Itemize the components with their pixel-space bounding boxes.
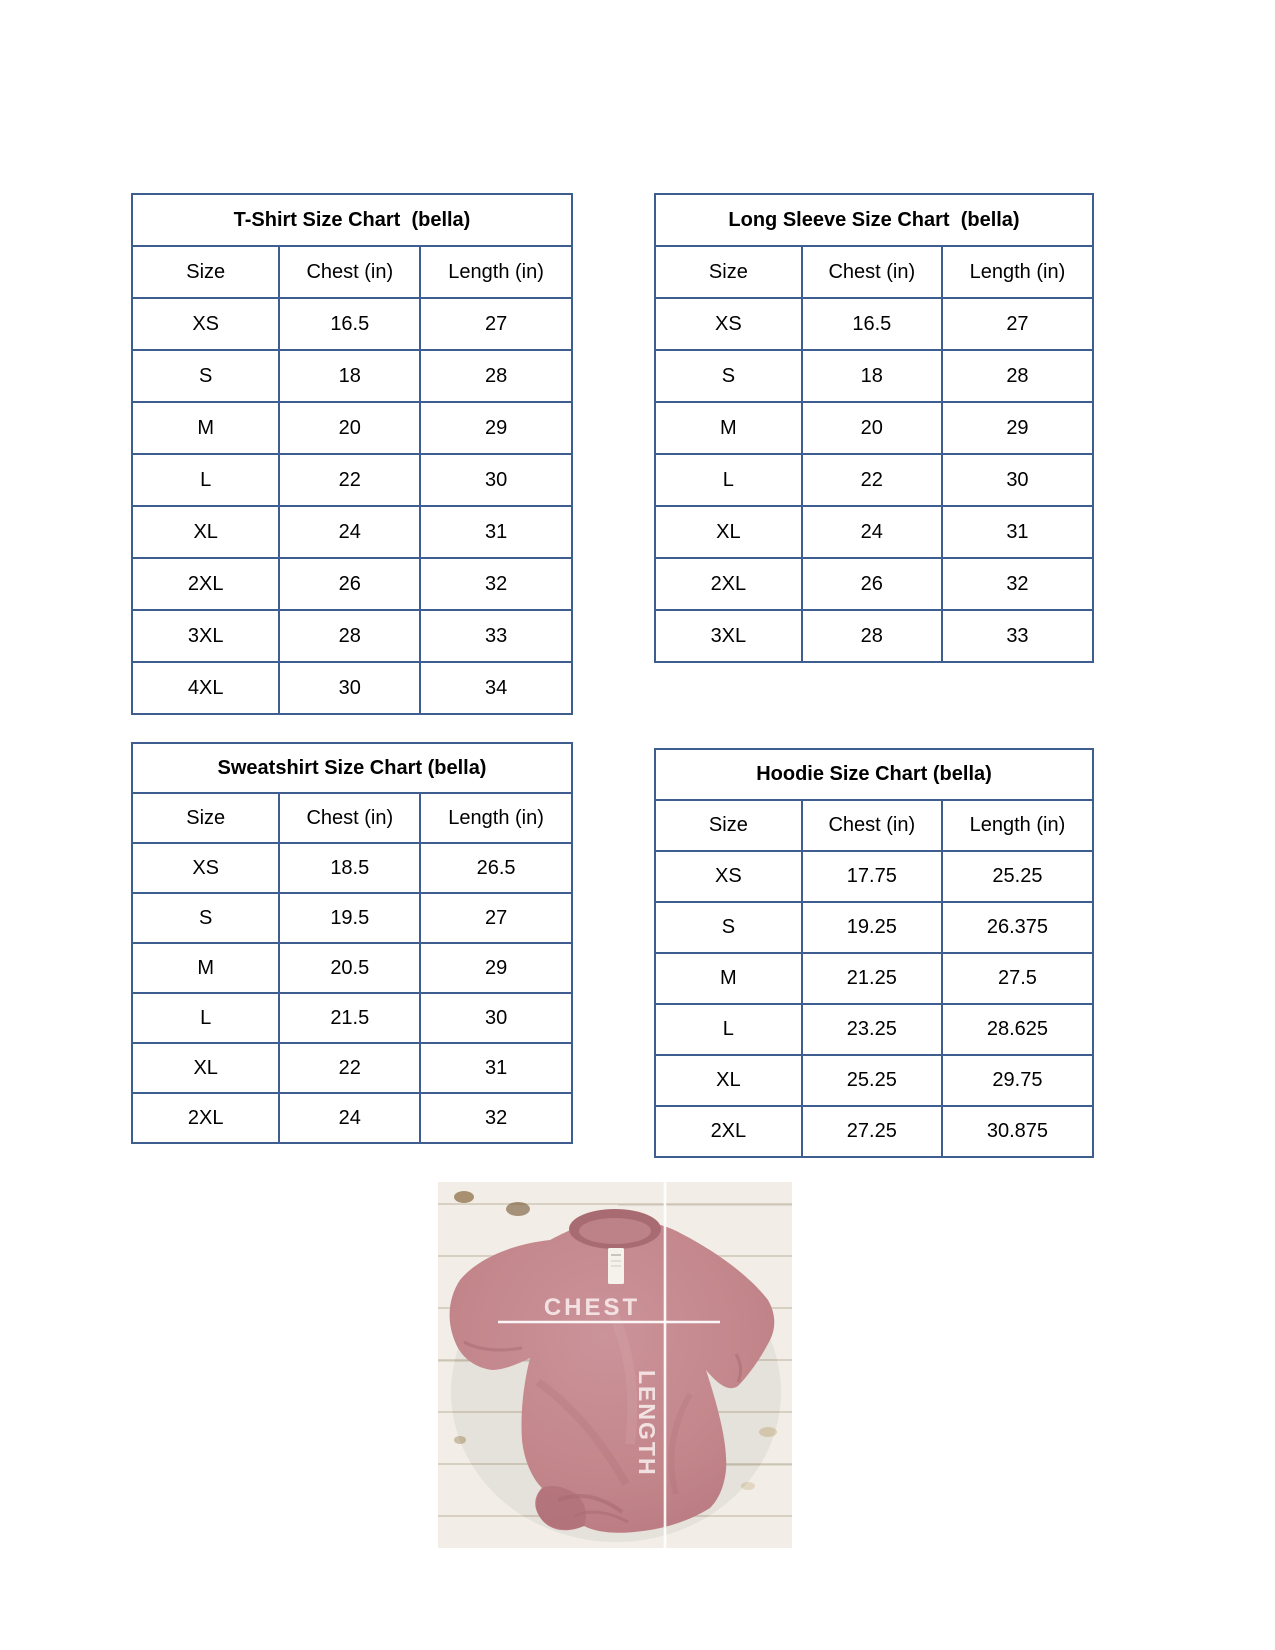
- table-cell: 30: [279, 662, 420, 714]
- table-cell: 29.75: [942, 1055, 1093, 1106]
- table-cell: 25.25: [942, 851, 1093, 902]
- table-cell: 4XL: [132, 662, 279, 714]
- table-cell: 24: [279, 506, 420, 558]
- table-cell: 30: [942, 454, 1093, 506]
- table-cell: XL: [132, 506, 279, 558]
- table-row: [655, 1004, 1093, 1055]
- table-cell: 22: [279, 1043, 420, 1093]
- table-row: [132, 402, 572, 454]
- table-cell: 29: [942, 402, 1093, 454]
- table-cell: L: [132, 993, 279, 1043]
- table-cell: 16.5: [279, 298, 420, 350]
- table-cell: 26.5: [420, 843, 572, 893]
- table-cell: 33: [420, 610, 572, 662]
- table-cell: XL: [132, 1043, 279, 1093]
- table-cell: 31: [420, 506, 572, 558]
- tshirt-column-header-length: Length (in): [420, 246, 572, 298]
- table-cell: 24: [279, 1093, 420, 1143]
- table-cell: 28: [279, 610, 420, 662]
- table-cell: 30: [420, 993, 572, 1043]
- table-row: [655, 350, 1093, 402]
- table-cell: 27: [420, 298, 572, 350]
- table-cell: 33: [942, 610, 1093, 662]
- table-cell: 20: [279, 402, 420, 454]
- table-cell: 16.5: [802, 298, 942, 350]
- table-cell: S: [655, 902, 802, 953]
- table-cell: 32: [420, 558, 572, 610]
- table-row: [132, 843, 572, 893]
- table-row: [132, 993, 572, 1043]
- table-cell: 27: [420, 893, 572, 943]
- table-cell: 22: [279, 454, 420, 506]
- table-cell: 21.5: [279, 993, 420, 1043]
- table-cell: 34: [420, 662, 572, 714]
- long-sleeve-column-header-chest: Chest (in): [802, 246, 942, 298]
- table-cell: 22: [802, 454, 942, 506]
- table-cell: L: [132, 454, 279, 506]
- tshirt-table-title: T-Shirt Size Chart (bella): [132, 194, 572, 246]
- length-label: LENGTH: [634, 1370, 660, 1477]
- table-cell: S: [132, 350, 279, 402]
- tshirt-size-table: [131, 193, 573, 715]
- table-cell: 2XL: [655, 558, 802, 610]
- table-row: [655, 851, 1093, 902]
- sweatshirt-size-table: [131, 742, 573, 1144]
- table-cell: 32: [420, 1093, 572, 1143]
- table-cell: M: [132, 402, 279, 454]
- table-row: [132, 558, 572, 610]
- table-row: [655, 454, 1093, 506]
- table-cell: S: [655, 350, 802, 402]
- hoodie-column-header-size: Size: [655, 800, 802, 851]
- table-cell: 31: [942, 506, 1093, 558]
- table-cell: 18.5: [279, 843, 420, 893]
- table-cell: 28: [420, 350, 572, 402]
- table-row: [655, 1106, 1093, 1157]
- sweatshirt-table-title: Sweatshirt Size Chart (bella): [132, 743, 572, 793]
- table-cell: L: [655, 1004, 802, 1055]
- table-row: [655, 1055, 1093, 1106]
- table-row: [655, 506, 1093, 558]
- table-cell: 29: [420, 402, 572, 454]
- table-cell: XL: [655, 1055, 802, 1106]
- table-cell: 28: [802, 610, 942, 662]
- table-cell: 19.25: [802, 902, 942, 953]
- table-cell: 3XL: [132, 610, 279, 662]
- table-cell: 21.25: [802, 953, 942, 1004]
- hoodie-column-header-chest: Chest (in): [802, 800, 942, 851]
- neck-tag: [608, 1248, 624, 1284]
- table-row: [132, 454, 572, 506]
- table-cell: XS: [655, 298, 802, 350]
- table-cell: M: [132, 943, 279, 993]
- table-cell: 2XL: [132, 1093, 279, 1143]
- table-cell: 18: [279, 350, 420, 402]
- tshirt-column-header-size: Size: [132, 246, 279, 298]
- table-row: [655, 558, 1093, 610]
- table-cell: 28.625: [942, 1004, 1093, 1055]
- hoodie-column-header-length: Length (in): [942, 800, 1093, 851]
- sweatshirt-column-header-length: Length (in): [420, 793, 572, 843]
- table-cell: 25.25: [802, 1055, 942, 1106]
- long-sleeve-size-table: [654, 193, 1094, 663]
- long-sleeve-table-title: Long Sleeve Size Chart (bella): [655, 194, 1093, 246]
- table-row: [132, 350, 572, 402]
- size-guide-illustration: [438, 1182, 792, 1548]
- long-sleeve-column-header-size: Size: [655, 246, 802, 298]
- table-cell: 29: [420, 943, 572, 993]
- table-cell: 3XL: [655, 610, 802, 662]
- table-row: [132, 1093, 572, 1143]
- hoodie-table-title: Hoodie Size Chart (bella): [655, 749, 1093, 800]
- table-cell: XS: [132, 843, 279, 893]
- table-cell: S: [132, 893, 279, 943]
- table-cell: 23.25: [802, 1004, 942, 1055]
- table-row: [655, 298, 1093, 350]
- table-row: [655, 610, 1093, 662]
- table-cell: XL: [655, 506, 802, 558]
- table-cell: L: [655, 454, 802, 506]
- table-cell: 26.375: [942, 902, 1093, 953]
- table-cell: 27.5: [942, 953, 1093, 1004]
- table-row: [655, 953, 1093, 1004]
- sweatshirt-column-header-size: Size: [132, 793, 279, 843]
- table-cell: 27: [942, 298, 1093, 350]
- table-row: [132, 610, 572, 662]
- table-cell: M: [655, 953, 802, 1004]
- table-row: [132, 1043, 572, 1093]
- table-row: [132, 506, 572, 558]
- table-cell: 30.875: [942, 1106, 1093, 1157]
- long-sleeve-column-header-length: Length (in): [942, 246, 1093, 298]
- table-cell: 20: [802, 402, 942, 454]
- table-cell: 18: [802, 350, 942, 402]
- table-cell: 24: [802, 506, 942, 558]
- table-cell: 31: [420, 1043, 572, 1093]
- size-guide-photo: [438, 1182, 792, 1548]
- table-row: [132, 298, 572, 350]
- table-cell: 26: [279, 558, 420, 610]
- tshirt-column-header-chest: Chest (in): [279, 246, 420, 298]
- table-cell: 2XL: [655, 1106, 802, 1157]
- table-row: [655, 402, 1093, 454]
- hoodie-size-table: [654, 748, 1094, 1158]
- table-cell: 28: [942, 350, 1093, 402]
- table-cell: XS: [132, 298, 279, 350]
- table-cell: 19.5: [279, 893, 420, 943]
- table-cell: 30: [420, 454, 572, 506]
- table-cell: 27.25: [802, 1106, 942, 1157]
- table-cell: 20.5: [279, 943, 420, 993]
- table-cell: 2XL: [132, 558, 279, 610]
- table-cell: 26: [802, 558, 942, 610]
- table-row: [132, 943, 572, 993]
- table-cell: 17.75: [802, 851, 942, 902]
- table-cell: 32: [942, 558, 1093, 610]
- chest-label: CHEST: [543, 1294, 641, 1321]
- table-cell: XS: [655, 851, 802, 902]
- table-row: [132, 662, 572, 714]
- table-cell: M: [655, 402, 802, 454]
- sweatshirt-column-header-chest: Chest (in): [279, 793, 420, 843]
- table-row: [132, 893, 572, 943]
- table-row: [655, 902, 1093, 953]
